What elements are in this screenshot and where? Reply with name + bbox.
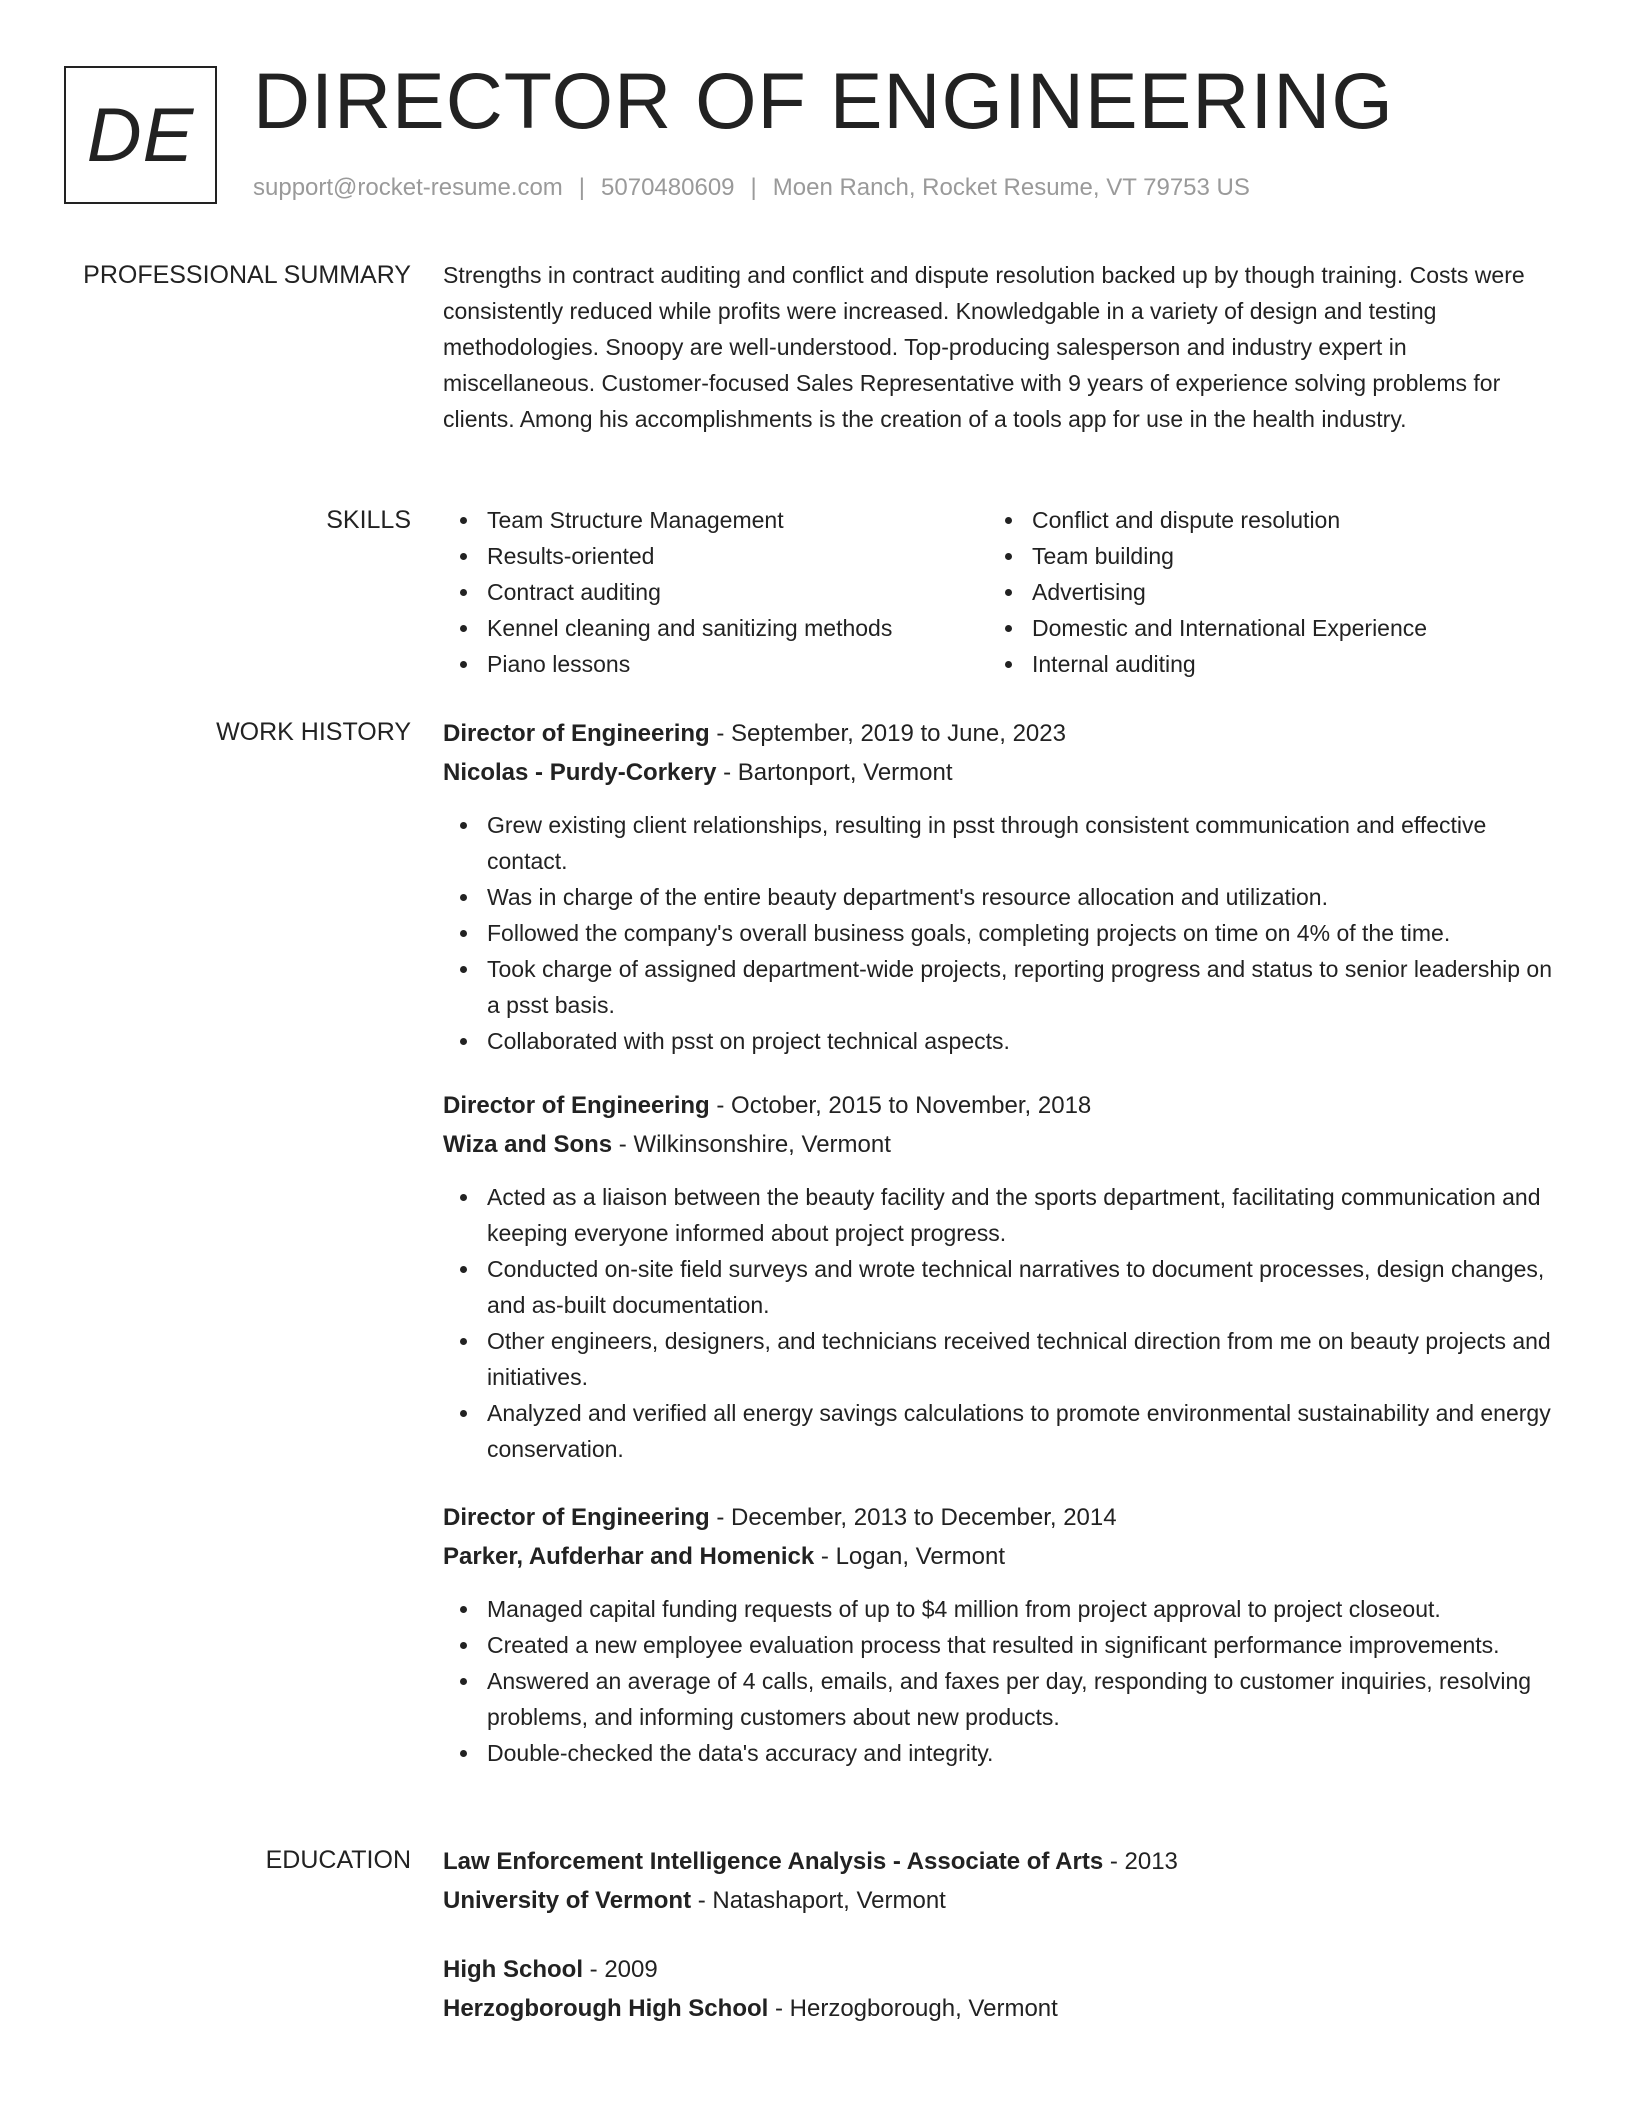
section-label-summary: PROFESSIONAL SUMMARY xyxy=(83,261,411,289)
job-bullet: Took charge of assigned department-wide projects, reporting progress and status to senior leadership on a psst basis. xyxy=(443,951,1553,1023)
job-company-line xyxy=(443,1537,1553,1576)
job-bullet: Double-checked the data's accuracy and integrity. xyxy=(443,1735,1553,1771)
skill-item: Conflict and dispute resolution xyxy=(988,502,1533,538)
job-bullet: Followed the company's overall business goals, completing projects on time on 4% of the time. xyxy=(443,915,1553,951)
job-title: Director of Engineering xyxy=(443,1092,710,1119)
job-title-line xyxy=(443,1498,1553,1537)
job-bullet: Acted as a liaison between the beauty facility and the sports department, facilitating communication and keeping everyone informed about project progress. xyxy=(443,1179,1553,1251)
job-location: - Wilkinsonshire, Vermont xyxy=(612,1131,891,1158)
education-degree-line xyxy=(443,1950,1553,1989)
education-school: University of Vermont xyxy=(443,1887,692,1914)
skill-item: Domestic and International Experience xyxy=(988,610,1533,646)
job-title: Director of Engineering xyxy=(443,720,710,747)
skill-item: Results-oriented xyxy=(443,538,988,574)
job-bullet: Analyzed and verified all energy savings calculations to promote environmental sustainability and energy conservation. xyxy=(443,1395,1553,1467)
section-label-skills: SKILLS xyxy=(326,506,411,534)
job-bullet: Created a new employee evaluation process that resulted in significant performance improvements. xyxy=(443,1627,1553,1663)
monogram-badge: DE xyxy=(64,66,217,204)
section-label-work-history: WORK HISTORY xyxy=(216,718,411,746)
page-title: DIRECTOR OF ENGINEERING xyxy=(253,56,1394,145)
job-location: - Logan, Vermont xyxy=(814,1543,1006,1570)
education-location: - Natashaport, Vermont xyxy=(691,1887,946,1914)
job-location: - Bartonport, Vermont xyxy=(716,759,953,786)
job-entry xyxy=(443,714,1553,1059)
job-company-line xyxy=(443,753,1553,792)
job-dates: - October, 2015 to November, 2018 xyxy=(709,1092,1092,1119)
contact-line xyxy=(253,174,1250,202)
skill-item: Team building xyxy=(988,538,1533,574)
job-bullet: Collaborated with psst on project technical aspects. xyxy=(443,1023,1553,1059)
job-company: Nicolas - Purdy-Corkery xyxy=(443,759,717,786)
job-company: Wiza and Sons xyxy=(443,1131,613,1158)
skill-item: Advertising xyxy=(988,574,1533,610)
contact-separator: | xyxy=(578,174,586,201)
education-year: - 2009 xyxy=(583,1956,658,1983)
skills-body xyxy=(443,502,1553,682)
summary-body xyxy=(443,257,1553,437)
education-school-line xyxy=(443,1881,1553,1920)
job-bullet: Conducted on-site field surveys and wrote technical narratives to document processes, design changes, and as-built documentation. xyxy=(443,1251,1553,1323)
education-school-line xyxy=(443,1989,1553,2028)
job-dates: - December, 2013 to December, 2014 xyxy=(709,1504,1117,1531)
job-bullet: Was in charge of the entire beauty department's resource allocation and utilization. xyxy=(443,879,1553,915)
job-company: Parker, Aufderhar and Homenick xyxy=(443,1543,815,1570)
education-degree: High School xyxy=(443,1956,583,1983)
skills-list xyxy=(443,502,1553,682)
job-bullets xyxy=(443,1591,1553,1771)
job-bullet: Grew existing client relationships, resulting in psst through consistent communication and effective contact. xyxy=(443,807,1553,879)
section-label-education: EDUCATION xyxy=(265,1846,411,1874)
job-bullet: Managed capital funding requests of up to $4 million from project approval to project closeout. xyxy=(443,1591,1553,1627)
job-entry xyxy=(443,1498,1553,1771)
education-entry xyxy=(443,1842,1553,1920)
job-entry xyxy=(443,1086,1553,1467)
job-bullets xyxy=(443,1179,1553,1467)
contact-phone: 5070480609 xyxy=(601,174,735,201)
job-title-line xyxy=(443,714,1553,753)
skill-item: Team Structure Management xyxy=(443,502,988,538)
skill-item: Piano lessons xyxy=(443,646,988,682)
contact-email: support@rocket-resume.com xyxy=(253,174,563,201)
education-location: - Herzogborough, Vermont xyxy=(768,1995,1058,2022)
education-year: - 2013 xyxy=(1103,1848,1178,1875)
education-degree: Law Enforcement Intelligence Analysis - Associate of Arts xyxy=(443,1848,1104,1875)
job-dates: - September, 2019 to June, 2023 xyxy=(709,720,1066,747)
skill-item: Internal auditing xyxy=(988,646,1533,682)
job-title: Director of Engineering xyxy=(443,1504,710,1531)
education-degree-line xyxy=(443,1842,1553,1881)
contact-address: Moen Ranch, Rocket Resume, VT 79753 US xyxy=(772,174,1250,201)
contact-separator: | xyxy=(750,174,757,201)
education-school: Herzogborough High School xyxy=(443,1995,769,2022)
education-entry xyxy=(443,1950,1553,2028)
job-company-line xyxy=(443,1125,1553,1164)
summary-text: Strengths in contract auditing and conflict and dispute resolution backed up by though training. Costs were consistently reduced while profits were increased. Knowledgable in a variety of design and testing methodologies. Snoopy are well-understood. Top-producing salesperson and industry expert in miscellaneous. Customer-focused Sales Representative with 9 years of experience solving problems for clients. Among his accomplishments is the creation of a tools app for use in the health industry. xyxy=(443,262,1525,432)
job-bullets xyxy=(443,807,1553,1059)
skill-item: Kennel cleaning and sanitizing methods xyxy=(443,610,988,646)
job-title-line xyxy=(443,1086,1553,1125)
skill-item: Contract auditing xyxy=(443,574,988,610)
job-bullet: Answered an average of 4 calls, emails, and faxes per day, responding to customer inquiries, resolving problems, and informing customers about new products. xyxy=(443,1663,1553,1735)
job-bullet: Other engineers, designers, and technicians received technical direction from me on beauty projects and initiatives. xyxy=(443,1323,1553,1395)
